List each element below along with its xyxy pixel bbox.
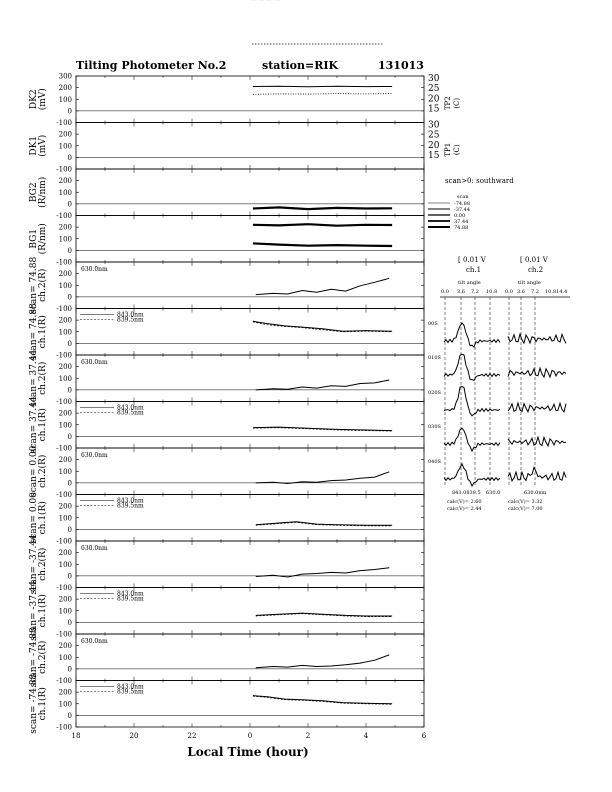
panel-s4c1 bbox=[29, 580, 424, 640]
y-tick-label: 0 bbox=[67, 665, 72, 674]
y-tick-label: 300 bbox=[58, 72, 72, 81]
y-tick-label: 100 bbox=[58, 374, 72, 383]
y-axis-label: scan= -37.44 bbox=[29, 580, 39, 641]
scan-legend-label: -37.44 bbox=[454, 207, 471, 213]
panel-s1c1 bbox=[29, 303, 424, 360]
panel-s2c2 bbox=[29, 349, 424, 406]
y-tick-label: 100 bbox=[58, 700, 72, 709]
right-tick-label: 25 bbox=[428, 84, 440, 95]
tilt-tick-label: 3.6 bbox=[517, 289, 525, 295]
y-tick-label: 200 bbox=[58, 223, 72, 232]
panel-s4c2 bbox=[29, 534, 424, 594]
y-tick-label: -100 bbox=[56, 677, 72, 685]
y-axis-label: (mV) bbox=[38, 134, 48, 157]
tilt-curve-ch1 bbox=[444, 428, 500, 451]
tilt-tick-label: 0.0 bbox=[441, 289, 449, 295]
tilt-tick-label: 10.814.4 bbox=[545, 289, 568, 295]
series-630.0nm bbox=[256, 655, 389, 668]
wavelength-tag: 630.0nm bbox=[81, 359, 108, 366]
y-axis-label: scan= 74.88 bbox=[29, 303, 39, 361]
right-tick-label: 30 bbox=[428, 74, 440, 84]
y-tick-label: 100 bbox=[58, 235, 72, 244]
scan-legend bbox=[428, 177, 514, 231]
y-tick-label: 0 bbox=[67, 246, 72, 255]
y-tick-label: -100 bbox=[56, 305, 72, 313]
calib-ch2-b: calc(V)= 7.00 bbox=[508, 506, 543, 512]
ch1-label: ch.1 bbox=[466, 266, 482, 274]
y-axis-label: ch.2(R) bbox=[38, 454, 48, 488]
tilt-row-label: 010S bbox=[428, 355, 441, 361]
ch1-scale: [ 0.01 V bbox=[458, 256, 486, 264]
y-tick-label: -100 bbox=[56, 491, 72, 499]
y-tick-label: -100 bbox=[56, 630, 72, 639]
tilt-curve-ch2 bbox=[508, 437, 566, 446]
calib-ch1-a: calc(V)= 2.60 bbox=[447, 499, 482, 505]
y-tick-label: -100 bbox=[56, 444, 72, 453]
top-fragment: --- -- -- --- bbox=[250, 0, 281, 4]
x-tick-label: 20 bbox=[129, 732, 139, 740]
right-axis-label: TP1 bbox=[444, 142, 452, 157]
x-tick-label: 18 bbox=[71, 732, 81, 740]
y-tick-label: 200 bbox=[58, 642, 72, 651]
y-axis-label: ch.1(R) bbox=[38, 315, 48, 349]
wavelength-tag: 630.0nm bbox=[81, 266, 108, 273]
tilt-bottom-wl-2: 630.0 bbox=[486, 490, 501, 496]
legend-label: 843.0nm bbox=[117, 404, 144, 412]
y-tick-label: 100 bbox=[58, 95, 72, 104]
wavelength-tag: 630.0nm bbox=[81, 452, 108, 459]
tilt-curve-ch1 bbox=[444, 354, 500, 380]
tilt-tick-label: 7.2 bbox=[531, 289, 539, 295]
panel-frame bbox=[76, 355, 424, 402]
y-axis-label: ch.2(R) bbox=[38, 547, 48, 581]
wavelength-tag: 630.0nm bbox=[81, 638, 108, 645]
y-tick-label: 200 bbox=[58, 130, 72, 139]
right-tick-label: 30 bbox=[428, 120, 440, 131]
panel-dk1 bbox=[29, 121, 461, 174]
right-tick-label: 20 bbox=[428, 94, 440, 105]
x-tick-label: 22 bbox=[187, 732, 197, 740]
y-axis-label: ch.1(R) bbox=[38, 408, 48, 442]
scan-legend-title: scan>0: southward bbox=[445, 177, 514, 185]
y-tick-label: 0 bbox=[67, 572, 72, 581]
x-tick-label: 2 bbox=[305, 732, 311, 740]
y-tick-label: 100 bbox=[58, 142, 72, 151]
scan-legend-label: 37.44 bbox=[454, 219, 469, 225]
series-630.0nm bbox=[256, 278, 389, 294]
calib-ch1-b: calc(V)= 2.44 bbox=[447, 506, 482, 512]
y-tick-label: 200 bbox=[58, 688, 72, 697]
y-axis-label: ch.2(R) bbox=[38, 361, 48, 395]
tilt-curve-ch2 bbox=[508, 403, 566, 412]
series-843.0nm bbox=[253, 696, 392, 704]
tilt-bottom-wl-3: 630.0nm bbox=[524, 490, 547, 496]
y-axis-label: scan= -74.88 bbox=[29, 673, 39, 734]
tilt-row-label: 040S bbox=[428, 459, 441, 465]
legend-label: 843.0nm bbox=[117, 311, 144, 319]
series-DK2 bbox=[253, 86, 392, 87]
y-tick-label: -100 bbox=[56, 398, 72, 406]
right-tick-label: 25 bbox=[428, 130, 440, 141]
x-tick-label: 4 bbox=[363, 732, 369, 740]
y-axis-label: ch.1(R) bbox=[38, 501, 48, 535]
y-tick-label: -100 bbox=[56, 212, 72, 220]
y-tick-label: 200 bbox=[58, 456, 72, 465]
tilt-rows bbox=[428, 321, 566, 486]
y-tick-label: 0 bbox=[67, 339, 72, 348]
y-tick-label: 0 bbox=[67, 153, 72, 162]
y-tick-label: 100 bbox=[58, 328, 72, 337]
y-axis-label: (R/nm) bbox=[38, 176, 48, 208]
scan-legend-heading: scan bbox=[457, 194, 469, 200]
tilt-row-label: 020S bbox=[428, 390, 441, 396]
series-630.0nm bbox=[256, 472, 389, 484]
tilt-tick-label: 0.0 bbox=[505, 289, 513, 295]
y-tick-label: -100 bbox=[56, 119, 72, 127]
tilt-row-label: 00S bbox=[428, 321, 438, 327]
y-tick-label: 200 bbox=[58, 84, 72, 93]
panel-frame bbox=[76, 216, 424, 263]
panel-s3c1 bbox=[29, 492, 424, 546]
y-axis-label: scan= 0.00 bbox=[29, 492, 39, 544]
y-tick-label: -100 bbox=[56, 165, 72, 174]
y-axis-label: BG2 bbox=[29, 182, 39, 203]
panel-frame bbox=[76, 262, 424, 309]
panel-s5c1 bbox=[29, 673, 424, 733]
y-tick-label: 0 bbox=[67, 293, 72, 302]
x-tick-label: 0 bbox=[247, 732, 253, 740]
y-tick-label: 200 bbox=[58, 177, 72, 186]
scan-legend-label: 74.88 bbox=[454, 225, 469, 231]
y-tick-label: 100 bbox=[58, 188, 72, 197]
y-tick-label: 100 bbox=[58, 514, 72, 523]
y-tick-label: 100 bbox=[58, 467, 72, 476]
panel-s3c2 bbox=[29, 445, 424, 499]
tilt-tick-label: 7.2 bbox=[471, 289, 479, 295]
y-tick-label: 200 bbox=[58, 549, 72, 558]
y-tick-label: 0 bbox=[67, 525, 72, 534]
station-label: station=RIK bbox=[262, 59, 339, 72]
legend-label: 839.5nm bbox=[117, 409, 144, 417]
y-axis-label: BG1 bbox=[29, 228, 39, 249]
panel-frame bbox=[76, 541, 424, 588]
panel-frame bbox=[76, 76, 424, 123]
y-tick-label: 0 bbox=[67, 107, 72, 116]
series-BG1-low bbox=[253, 243, 392, 246]
y-tick-label: 200 bbox=[58, 363, 72, 372]
y-axis-label: scan= 37.44 bbox=[29, 349, 39, 407]
y-tick-label: 0 bbox=[67, 479, 72, 488]
y-tick-label: 100 bbox=[58, 607, 72, 616]
calib-ch2-a: calc(V)= 3.32 bbox=[508, 499, 543, 505]
y-tick-label: 0 bbox=[67, 618, 72, 627]
right-tick-label: 20 bbox=[428, 140, 440, 151]
ch1-tilt-label: tilt angle bbox=[458, 280, 481, 286]
y-axis-label: (mV) bbox=[38, 88, 48, 111]
x-axis-label: Local Time (hour) bbox=[187, 745, 309, 759]
right-axis-label: TP2 bbox=[444, 96, 452, 111]
y-axis-label: scan= -74.88 bbox=[29, 627, 39, 688]
right-axis-label: (C) bbox=[453, 97, 461, 109]
y-tick-label: 0 bbox=[67, 432, 72, 441]
tilt-curve-ch1 bbox=[444, 464, 500, 486]
panel-frame bbox=[76, 448, 424, 495]
right-axis-label: (C) bbox=[453, 144, 461, 156]
y-axis-label: scan= 74.88 bbox=[29, 256, 39, 314]
panel-frame bbox=[76, 123, 424, 170]
y-tick-label: 100 bbox=[58, 281, 72, 290]
x-tick-label: 6 bbox=[421, 732, 427, 740]
ch2-label: ch.2 bbox=[528, 266, 544, 274]
legend-label: 843.0nm bbox=[117, 497, 144, 505]
y-axis-label: DK1 bbox=[29, 135, 39, 156]
panel-s1c2 bbox=[29, 256, 424, 313]
y-tick-label: 0 bbox=[67, 386, 72, 395]
ch2-tilt-label: tilt angle bbox=[518, 280, 541, 286]
y-tick-label: -100 bbox=[56, 351, 72, 360]
y-axis-label: ch.2(R) bbox=[38, 268, 48, 302]
scan-legend-label: -74.88 bbox=[454, 201, 471, 207]
series-630.0nm bbox=[256, 380, 389, 390]
y-tick-label: -100 bbox=[56, 258, 72, 267]
y-tick-label: 100 bbox=[58, 421, 72, 430]
legend-label: 843.0nm bbox=[117, 683, 144, 691]
time-series-panels bbox=[29, 73, 461, 734]
y-tick-label: 200 bbox=[58, 409, 72, 418]
y-tick-label: 200 bbox=[58, 502, 72, 511]
tilt-angle-panel bbox=[428, 256, 570, 512]
y-tick-label: 0 bbox=[67, 711, 72, 720]
right-tick-label: 15 bbox=[428, 104, 440, 115]
y-axis-label: scan= 37.44 bbox=[29, 396, 39, 454]
wavelength-tag: 630.0nm bbox=[81, 545, 108, 552]
tilt-tick-label: 3.6 bbox=[457, 289, 465, 295]
tilt-curve-ch2 bbox=[508, 368, 566, 377]
y-tick-label: 200 bbox=[58, 316, 72, 325]
panel-dk2 bbox=[29, 73, 461, 128]
y-axis-label: scan= 0.00 bbox=[29, 445, 39, 497]
date-label: 131013 bbox=[378, 59, 424, 72]
legend-label: 839.5nm bbox=[117, 502, 144, 510]
series-BG2 bbox=[253, 207, 392, 209]
y-axis-label: ch.1(R) bbox=[38, 594, 48, 628]
y-tick-label: -100 bbox=[56, 584, 72, 592]
tilt-row-label: 030S bbox=[428, 424, 441, 430]
scan-legend-label: 0.00 bbox=[454, 213, 466, 219]
legend-label: 843.0nm bbox=[117, 590, 144, 598]
y-axis-label: scan= -37.44 bbox=[29, 534, 39, 595]
y-tick-label: 200 bbox=[58, 595, 72, 604]
scan-legend-entries bbox=[428, 201, 470, 231]
panel-s2c1 bbox=[29, 396, 424, 453]
series-BG1-high bbox=[253, 224, 392, 226]
y-tick-label: 200 bbox=[58, 270, 72, 279]
series-TP2 bbox=[253, 94, 392, 95]
y-axis-label: ch.2(R) bbox=[38, 640, 48, 674]
ch2-scale: [ 0.01 V bbox=[520, 256, 548, 264]
tilt-tick-labels bbox=[440, 289, 570, 485]
legend-label: 839.5nm bbox=[117, 688, 144, 696]
legend-label: 839.5nm bbox=[117, 595, 144, 603]
figure-title: Tilting Photometer No.2 bbox=[76, 59, 227, 72]
panel-bg2 bbox=[29, 169, 424, 220]
tilt-curve-ch1 bbox=[444, 323, 500, 347]
tilt-tick-label: 10.8 bbox=[486, 289, 498, 295]
y-axis-label: DK2 bbox=[29, 89, 39, 110]
y-axis-label: ch.1(R) bbox=[38, 687, 48, 721]
panel-bg1 bbox=[29, 216, 424, 267]
legend-label: 839.5nm bbox=[117, 316, 144, 324]
panel-frame bbox=[76, 634, 424, 681]
tilt-curve-ch1 bbox=[444, 386, 500, 415]
y-tick-label: 100 bbox=[58, 653, 72, 662]
y-tick-label: 0 bbox=[67, 200, 72, 209]
tilt-bottom-wl-1: 843.0839.5 bbox=[452, 490, 481, 496]
x-tick-labels bbox=[72, 732, 427, 740]
y-tick-label: 100 bbox=[58, 560, 72, 569]
series-843.0nm bbox=[253, 427, 392, 431]
y-tick-label: -100 bbox=[56, 723, 72, 732]
right-tick-label: 15 bbox=[428, 151, 440, 161]
y-axis-label: (R/nm) bbox=[38, 223, 48, 255]
tilt-curve-ch2 bbox=[508, 334, 566, 343]
panel-s5c2 bbox=[29, 627, 424, 687]
tilt-curve-ch2 bbox=[508, 467, 566, 480]
y-tick-label: -100 bbox=[56, 537, 72, 546]
